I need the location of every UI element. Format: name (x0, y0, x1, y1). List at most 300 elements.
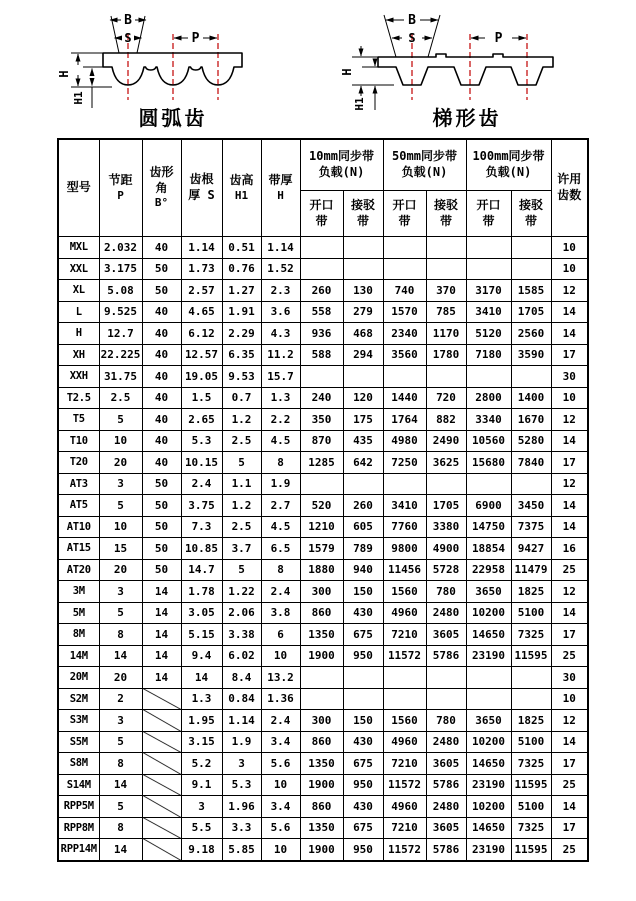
table-cell: 7325 (511, 753, 551, 775)
table-cell: 1.95 (181, 710, 222, 732)
model-cell: S5M (58, 731, 99, 753)
table-cell: 1285 (300, 452, 343, 474)
dim-label-b: B (408, 13, 416, 28)
table-cell: 17 (551, 624, 588, 646)
table-cell (142, 796, 181, 818)
table-cell: 14 (99, 645, 142, 667)
table-row (58, 796, 588, 818)
table-cell: 7180 (466, 344, 511, 366)
table-cell: 720 (426, 387, 466, 409)
header-tooth-height (222, 139, 261, 237)
table-cell: 14 (142, 667, 181, 689)
table-cell (343, 688, 383, 710)
table-cell (383, 366, 426, 388)
table-cell: 14 (551, 495, 588, 517)
dim-label-s: S (124, 31, 132, 45)
table-cell: 5 (99, 495, 142, 517)
table-cell: 4980 (383, 430, 426, 452)
table-cell: 14 (551, 430, 588, 452)
header-joint-belt-100mm (511, 191, 551, 237)
table-cell: 130 (343, 280, 383, 302)
joint-belt-line1: 接驳 (433, 197, 458, 212)
table-cell: 9.4 (181, 645, 222, 667)
model-cell: T2.5 (58, 387, 99, 409)
table-cell: 10 (551, 237, 588, 259)
table-cell (142, 839, 181, 861)
table-cell (343, 473, 383, 495)
model-cell: AT5 (58, 495, 99, 517)
table-cell (426, 366, 466, 388)
model-cell: XH (58, 344, 99, 366)
table-cell: 25 (551, 839, 588, 861)
table-cell (383, 258, 426, 280)
table-cell: 5120 (466, 323, 511, 345)
table-cell: 5 (99, 602, 142, 624)
table-cell: 4960 (383, 731, 426, 753)
table-cell: 860 (300, 731, 343, 753)
table-row (58, 237, 588, 259)
table-cell: 350 (300, 409, 343, 431)
open-belt-line2: 带 (398, 213, 411, 228)
table-cell: 1880 (300, 559, 343, 581)
header-load50-line1: 50mm同步带 (392, 149, 457, 164)
table-cell: 2.2 (261, 409, 300, 431)
table-cell: 14650 (466, 753, 511, 775)
table-cell: 11572 (383, 774, 426, 796)
header-root-thickness (181, 139, 222, 237)
table-cell (426, 688, 466, 710)
table-cell: 23190 (466, 645, 511, 667)
table-cell: 10 (99, 516, 142, 538)
table-cell: 4.5 (261, 430, 300, 452)
table-cell: 11456 (383, 559, 426, 581)
table-cell (511, 366, 551, 388)
table-cell: 175 (343, 409, 383, 431)
table-cell (511, 473, 551, 495)
table-cell: 3.3 (222, 817, 261, 839)
table-cell: 1.2 (222, 409, 261, 431)
table-row (58, 581, 588, 603)
table-cell: 11595 (511, 774, 551, 796)
table-cell: 7250 (383, 452, 426, 474)
table-cell: 23190 (466, 839, 511, 861)
model-cell: S3M (58, 710, 99, 732)
table-row (58, 516, 588, 538)
table-row (58, 301, 588, 323)
header-angle-line3: B° (154, 196, 169, 210)
table-cell: 14650 (466, 624, 511, 646)
model-cell: 20M (58, 667, 99, 689)
header-angle-line1: 齿形 (149, 165, 174, 180)
header-root-line1: 齿根 (189, 172, 214, 187)
table-cell (300, 258, 343, 280)
spec-table-body (58, 237, 588, 861)
table-cell: 15680 (466, 452, 511, 474)
header-load50-line2: 负载(N) (401, 165, 448, 179)
open-belt-line2: 带 (315, 213, 328, 228)
table-cell: 10 (99, 430, 142, 452)
table-cell: 1705 (426, 495, 466, 517)
table-cell: 2.29 (222, 323, 261, 345)
table-cell: 370 (426, 280, 466, 302)
table-cell: 50 (142, 559, 181, 581)
table-cell: 260 (300, 280, 343, 302)
table-cell: 1.9 (261, 473, 300, 495)
table-cell (466, 237, 511, 259)
dim-label-h1: H1 (72, 91, 85, 105)
header-pitch (99, 139, 142, 237)
table-cell: 2800 (466, 387, 511, 409)
table-row (58, 409, 588, 431)
table-cell: 740 (383, 280, 426, 302)
table-cell (343, 237, 383, 259)
table-cell: 2490 (426, 430, 466, 452)
table-cell: 14 (551, 602, 588, 624)
model-cell: AT20 (58, 559, 99, 581)
table-cell: 1670 (511, 409, 551, 431)
table-cell: 5728 (426, 559, 466, 581)
table-cell: 9.18 (181, 839, 222, 861)
table-cell: 7.3 (181, 516, 222, 538)
table-cell: 588 (300, 344, 343, 366)
slash-mark (142, 710, 181, 732)
table-cell (466, 258, 511, 280)
table-cell: 5.5 (181, 817, 222, 839)
table-cell: 3590 (511, 344, 551, 366)
table-row (58, 624, 588, 646)
table-cell: 150 (343, 581, 383, 603)
table-cell: 1.91 (222, 301, 261, 323)
table-row (58, 753, 588, 775)
table-cell (466, 688, 511, 710)
table-cell: 20 (99, 452, 142, 474)
table-cell (466, 366, 511, 388)
table-cell: 7840 (511, 452, 551, 474)
table-cell: 22.225 (99, 344, 142, 366)
table-cell: 1.27 (222, 280, 261, 302)
table-cell: 1.78 (181, 581, 222, 603)
table-cell: 14 (551, 516, 588, 538)
open-belt-line2: 带 (482, 213, 495, 228)
table-cell: 1.2 (222, 495, 261, 517)
table-cell: 6.35 (222, 344, 261, 366)
table-cell: 4960 (383, 796, 426, 818)
table-cell: 3605 (426, 753, 466, 775)
table-cell (343, 667, 383, 689)
table-cell: 30 (551, 667, 588, 689)
table-row (58, 387, 588, 409)
table-cell: 11595 (511, 839, 551, 861)
table-cell (343, 258, 383, 280)
header-joint-belt-50mm (426, 191, 466, 237)
joint-belt-line1: 接驳 (518, 197, 543, 212)
table-cell: 2.3 (261, 280, 300, 302)
table-cell: 0.84 (222, 688, 261, 710)
table-cell: 1.3 (261, 387, 300, 409)
table-cell: 17 (551, 753, 588, 775)
table-cell: 3.8 (261, 602, 300, 624)
table-cell: 6.12 (181, 323, 222, 345)
table-row (58, 774, 588, 796)
table-cell (142, 774, 181, 796)
table-cell: 3 (222, 753, 261, 775)
table-cell: 50 (142, 538, 181, 560)
table-cell: 12 (551, 280, 588, 302)
model-cell: AT15 (58, 538, 99, 560)
table-cell: 3.38 (222, 624, 261, 646)
model-cell: AT10 (58, 516, 99, 538)
table-cell: 5786 (426, 839, 466, 861)
table-cell: 7325 (511, 624, 551, 646)
table-cell: 25 (551, 559, 588, 581)
table-cell: 642 (343, 452, 383, 474)
table-cell: 2.06 (222, 602, 261, 624)
table-cell: 20 (99, 667, 142, 689)
slash-mark (142, 817, 181, 839)
header-open-belt-50mm (383, 191, 426, 237)
table-cell: 2.7 (261, 495, 300, 517)
table-cell: 11572 (383, 645, 426, 667)
table-cell: 3 (181, 796, 222, 818)
table-cell: 1.9 (222, 731, 261, 753)
header-model (58, 139, 99, 237)
table-cell: 7210 (383, 624, 426, 646)
model-cell: XXH (58, 366, 99, 388)
arc-tooth-drawing (55, 4, 317, 134)
table-cell (466, 473, 511, 495)
header-toothheight-line1: 齿高 (229, 173, 254, 188)
table-cell: 1825 (511, 710, 551, 732)
table-cell: 2.5 (222, 516, 261, 538)
table-cell: 3.75 (181, 495, 222, 517)
table-cell: 7760 (383, 516, 426, 538)
table-row (58, 710, 588, 732)
table-cell: 14 (181, 667, 222, 689)
table-cell: 260 (343, 495, 383, 517)
table-cell: 5100 (511, 796, 551, 818)
table-row (58, 430, 588, 452)
joint-belt-line1: 接驳 (350, 197, 375, 212)
table-cell: 40 (142, 344, 181, 366)
table-cell: 3.175 (99, 258, 142, 280)
table-cell: 279 (343, 301, 383, 323)
table-cell: 5 (99, 409, 142, 431)
table-cell: 9427 (511, 538, 551, 560)
table-cell: 2.5 (222, 430, 261, 452)
table-cell: 0.7 (222, 387, 261, 409)
table-cell (511, 237, 551, 259)
table-cell: 6 (261, 624, 300, 646)
table-cell: 10 (551, 258, 588, 280)
dim-label-b: B (124, 13, 132, 28)
table-cell: 10 (261, 774, 300, 796)
table-cell: 40 (142, 452, 181, 474)
table-cell: 14 (551, 731, 588, 753)
table-cell (142, 753, 181, 775)
trapezoid-diagram-caption: 梯形齿 (432, 106, 502, 130)
header-load-100mm (466, 139, 551, 191)
table-cell (142, 688, 181, 710)
table-cell: 9800 (383, 538, 426, 560)
dim-label-p: P (494, 31, 503, 46)
open-belt-line1: 开口 (309, 197, 334, 212)
table-cell: 20 (99, 559, 142, 581)
slash-mark (142, 796, 181, 818)
table-cell: 785 (426, 301, 466, 323)
table-cell: 468 (343, 323, 383, 345)
model-cell: 5M (58, 602, 99, 624)
table-cell: 5280 (511, 430, 551, 452)
table-cell: 1764 (383, 409, 426, 431)
table-cell (300, 688, 343, 710)
table-cell: 1705 (511, 301, 551, 323)
table-cell (511, 258, 551, 280)
table-cell: 430 (343, 731, 383, 753)
table-row (58, 366, 588, 388)
table-cell: 40 (142, 366, 181, 388)
table-cell: 14.7 (181, 559, 222, 581)
table-cell: 50 (142, 280, 181, 302)
table-cell: 780 (426, 710, 466, 732)
table-cell: 940 (343, 559, 383, 581)
table-cell: 558 (300, 301, 343, 323)
table-cell: 7210 (383, 817, 426, 839)
trapezoid-tooth-drawing (332, 4, 614, 134)
header-load100-line1: 100mm同步带 (472, 149, 545, 164)
table-cell: 3.4 (261, 796, 300, 818)
table-cell: 8 (261, 452, 300, 474)
table-cell: 780 (426, 581, 466, 603)
table-cell: 300 (300, 581, 343, 603)
table-cell: 40 (142, 301, 181, 323)
dim-label-h: H (57, 70, 71, 78)
table-cell: 14750 (466, 516, 511, 538)
header-load10-line1: 10mm同步带 (309, 149, 374, 164)
slash-mark (142, 688, 181, 710)
model-cell: RPP14M (58, 839, 99, 861)
table-cell: 1350 (300, 753, 343, 775)
table-cell: 12.57 (181, 344, 222, 366)
table-cell: 430 (343, 602, 383, 624)
table-row (58, 452, 588, 474)
table-cell: 870 (300, 430, 343, 452)
table-cell: 8 (99, 817, 142, 839)
table-cell: 9.53 (222, 366, 261, 388)
table-cell: 675 (343, 817, 383, 839)
table-cell: 1560 (383, 581, 426, 603)
table-cell: 1579 (300, 538, 343, 560)
table-cell: 950 (343, 645, 383, 667)
slash-mark (142, 839, 181, 861)
table-cell: 10200 (466, 731, 511, 753)
table-cell: 1170 (426, 323, 466, 345)
table-cell: 1440 (383, 387, 426, 409)
table-cell: 3410 (466, 301, 511, 323)
table-cell: 10 (551, 387, 588, 409)
table-cell: 23190 (466, 774, 511, 796)
table-cell: 3 (99, 710, 142, 732)
table-cell: 3380 (426, 516, 466, 538)
table-cell: 14 (551, 796, 588, 818)
model-cell: 8M (58, 624, 99, 646)
table-cell: 300 (300, 710, 343, 732)
table-cell: 5.3 (222, 774, 261, 796)
table-cell: 3560 (383, 344, 426, 366)
open-belt-line1: 开口 (392, 197, 417, 212)
model-cell: T5 (58, 409, 99, 431)
table-cell: 6.5 (261, 538, 300, 560)
table-cell (511, 688, 551, 710)
table-cell: 605 (343, 516, 383, 538)
table-cell: 7210 (383, 753, 426, 775)
table-cell: 936 (300, 323, 343, 345)
table-cell: 1350 (300, 624, 343, 646)
table-cell: 9.1 (181, 774, 222, 796)
header-load-10mm (300, 139, 383, 191)
arc-tooth-diagram (55, 4, 317, 134)
table-cell: 3410 (383, 495, 426, 517)
table-cell (300, 473, 343, 495)
model-cell: S14M (58, 774, 99, 796)
model-cell: 14M (58, 645, 99, 667)
table-cell: 2480 (426, 602, 466, 624)
table-cell: 5 (99, 796, 142, 818)
table-row (58, 538, 588, 560)
model-cell: AT3 (58, 473, 99, 495)
table-cell: 3650 (466, 710, 511, 732)
joint-belt-line2: 带 (524, 213, 537, 228)
table-cell: 4960 (383, 602, 426, 624)
dim-label-h: H (340, 68, 354, 76)
table-cell: 12 (551, 581, 588, 603)
dim-label-h1: H1 (353, 97, 366, 111)
header-allowable-teeth (551, 139, 588, 237)
table-row (58, 688, 588, 710)
table-cell: 17 (551, 817, 588, 839)
table-cell: 2560 (511, 323, 551, 345)
table-cell: 2.57 (181, 280, 222, 302)
table-cell: 11572 (383, 839, 426, 861)
table-cell: 17 (551, 344, 588, 366)
header-teeth-line1: 许用 (557, 172, 582, 187)
table-cell: 1.5 (181, 387, 222, 409)
table-cell: 3605 (426, 817, 466, 839)
table-cell: 1900 (300, 839, 343, 861)
table-cell: 19.05 (181, 366, 222, 388)
arc-diagram-caption: 圆弧齿 (138, 106, 208, 130)
table-cell: 1900 (300, 774, 343, 796)
table-cell: 120 (343, 387, 383, 409)
table-cell: 1.1 (222, 473, 261, 495)
model-cell: H (58, 323, 99, 345)
table-cell: 4.3 (261, 323, 300, 345)
header-angle-line2: 角 (155, 180, 168, 195)
model-cell: S2M (58, 688, 99, 710)
table-cell (426, 237, 466, 259)
table-cell: 2.5 (99, 387, 142, 409)
table-cell: 860 (300, 796, 343, 818)
table-cell: 9.525 (99, 301, 142, 323)
joint-belt-line2: 带 (356, 213, 369, 228)
model-cell: XL (58, 280, 99, 302)
table-cell: 1585 (511, 280, 551, 302)
table-cell: 22958 (466, 559, 511, 581)
table-cell: 1.3 (181, 688, 222, 710)
table-cell: 14 (142, 624, 181, 646)
table-row (58, 323, 588, 345)
table-cell (426, 667, 466, 689)
slash-mark (142, 774, 181, 796)
